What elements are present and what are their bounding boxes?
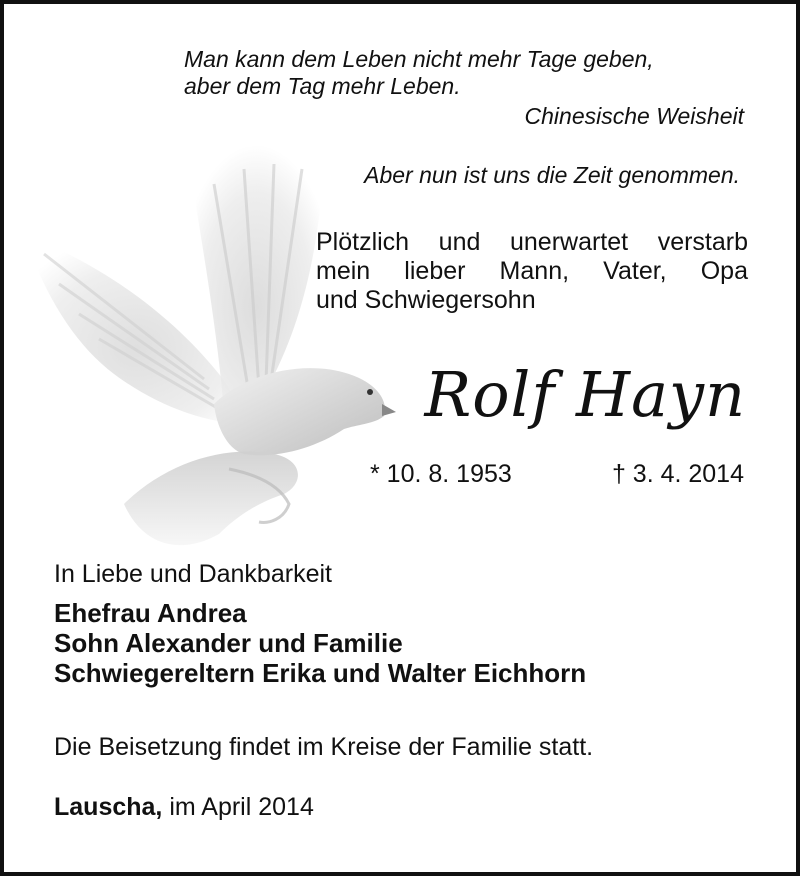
announcement-line: Plötzlich und unerwartet verstarb xyxy=(316,228,748,256)
mourner-entry: Sohn Alexander und Familie xyxy=(54,628,403,658)
announcement-line: und Schwiegersohn xyxy=(316,286,536,314)
quote-line: aber dem Tag mehr Leben. xyxy=(184,73,461,99)
burial-note: Die Beisetzung findet im Kreise der Familie statt. xyxy=(54,733,594,761)
mourner-entry: Schwiegereltern Erika und Walter Eichhorn xyxy=(54,658,587,688)
mourning-intro: In Liebe und Dankbarkeit xyxy=(54,560,332,588)
death-date: † 3. 4. 2014 xyxy=(611,460,744,488)
place-date: im April 2014 xyxy=(169,793,314,821)
announcement-line: mein lieber Mann, Vater, Opa xyxy=(316,257,748,285)
place-and-date xyxy=(54,792,314,822)
tagline: Aber nun ist uns die Zeit genommen. xyxy=(364,162,740,188)
quote-line: Man kann dem Leben nicht mehr Tage geben, xyxy=(184,46,654,72)
announcement xyxy=(316,228,748,315)
deceased-name: Rolf Hayn xyxy=(424,358,746,431)
birth-date: * 10. 8. 1953 xyxy=(370,460,512,488)
quote xyxy=(184,46,744,100)
mourner-entry: Ehefrau Andrea xyxy=(54,598,247,628)
mourners-list xyxy=(54,598,586,688)
place-town: Lauscha, xyxy=(54,793,163,821)
quote-attribution: Chinesische Weisheit xyxy=(524,103,744,129)
